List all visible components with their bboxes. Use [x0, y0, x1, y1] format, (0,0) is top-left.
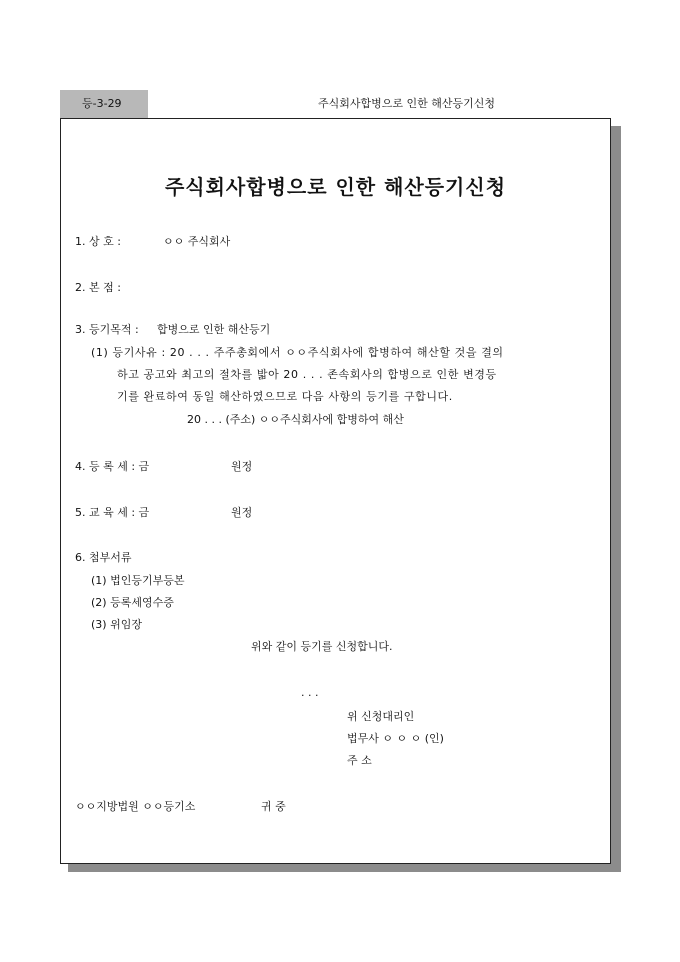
item-3-value: 합병으로 인한 해산등기 — [157, 323, 271, 336]
header-title: 주식회사합병으로 인한 해산등기신청 — [318, 97, 496, 110]
item-4-unit: 원정 — [231, 460, 253, 473]
document-title: 주식회사합병으로 인한 해산등기신청 — [164, 175, 507, 199]
item-2-label: 2. 본 점 : — [75, 281, 121, 294]
date-dots: . . . — [301, 686, 319, 699]
request-sentence: 위와 같이 등기를 신청합니다. — [251, 640, 393, 653]
document-frame — [60, 118, 611, 864]
item-5-unit: 원정 — [231, 506, 253, 519]
reason-line-1: (1) 등기사유 : 20 . . . 주주총회에서 ㅇㅇ주식회사에 합병하여 해산할 것을 결의 — [91, 346, 504, 359]
agent-label: 위 신청대리인 — [347, 710, 415, 723]
honorific: 귀 중 — [261, 800, 286, 813]
item-1-label: 1. 상 호 : — [75, 235, 121, 248]
address-label: 주 소 — [347, 754, 372, 767]
item-6-label: 6. 첨부서류 — [75, 551, 132, 564]
reason-line-2: 하고 공고와 최고의 절차를 밟아 20 . . . 존속회사의 합병으로 인한 변경등 — [117, 368, 497, 381]
attachment-item: (2) 등록세영수증 — [91, 596, 174, 609]
item-4-label: 4. 등 록 세 : 금 — [75, 460, 150, 473]
lawyer-line: 법무사 ㅇ ㅇ ㅇ (인) — [347, 732, 444, 745]
item-1-value: ㅇㅇ 주식회사 — [163, 235, 231, 248]
reason-line-4: 20 . . . (주소) ㅇㅇ주식회사에 합병하여 해산 — [187, 413, 404, 426]
addressee: ㅇㅇ지방법원 ㅇㅇ등기소 — [75, 800, 196, 813]
item-5-label: 5. 교 육 세 : 금 — [75, 506, 150, 519]
item-3-label: 3. 등기목적 : — [75, 323, 139, 336]
reason-line-3: 기를 완료하여 동일 해산하였으므로 다음 사항의 등기를 구합니다. — [117, 390, 453, 403]
form-code: 등-3-29 — [82, 97, 122, 110]
attachment-item: (3) 위임장 — [91, 618, 142, 631]
form-code-tab — [60, 90, 148, 118]
attachment-item: (1) 법인등기부등본 — [91, 574, 185, 587]
